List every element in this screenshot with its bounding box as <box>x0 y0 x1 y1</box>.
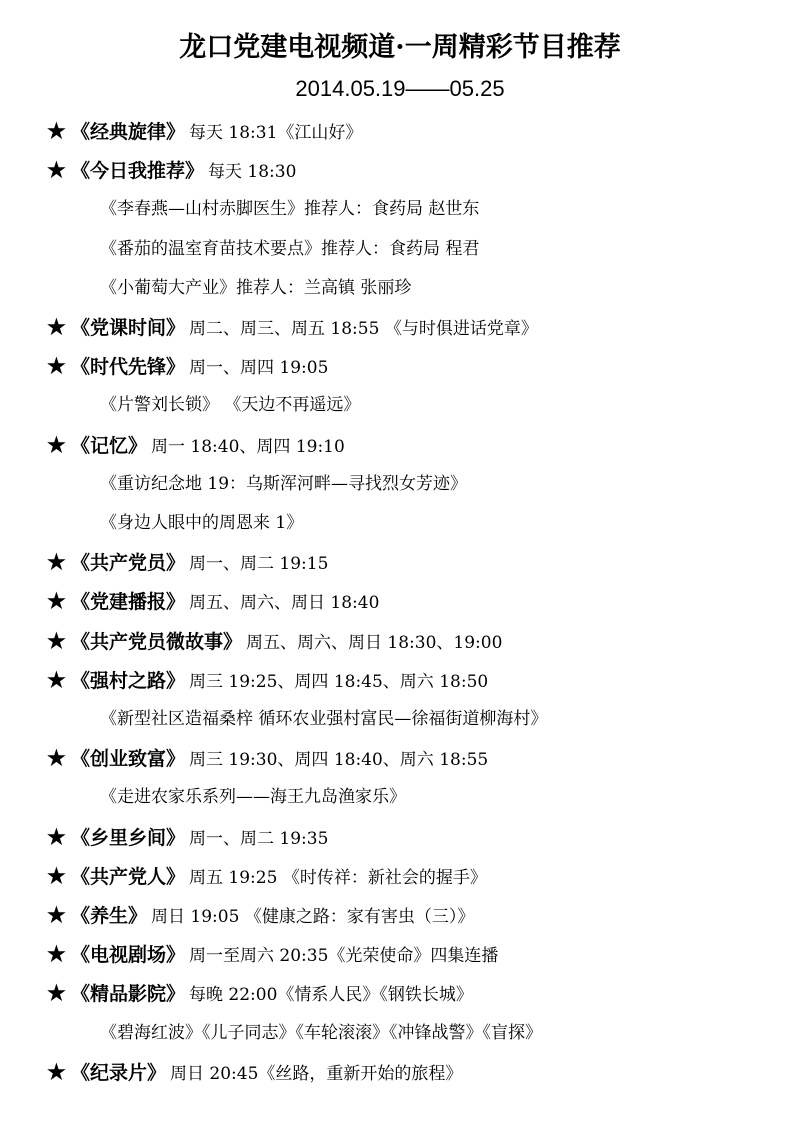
episode-line <box>100 1018 542 1048</box>
program-schedule-detail: 每天 18:30 <box>208 162 297 182</box>
episode-line <box>100 234 479 264</box>
episode-line <box>100 469 467 499</box>
program-name: 《精品影院》 <box>71 983 186 1005</box>
episode-line <box>100 782 406 812</box>
program-name: 《党建播报》 <box>71 591 186 613</box>
episode-titles: 《李春燕—山村赤脚医生》推荐人：食药局 赵世东 <box>100 199 480 219</box>
program-schedule-detail: 周三 19:25、周四 18:45、周六 18:50 <box>189 672 489 692</box>
program-name: 《强村之路》 <box>71 670 186 692</box>
star-bullet-icon: ★ <box>47 824 66 849</box>
star-bullet-icon: ★ <box>47 745 66 770</box>
program-entry <box>47 351 328 381</box>
episode-titles: 《走进农家乐系列——海王九岛渔家乐》 <box>100 787 406 807</box>
program-name: 《纪录片》 <box>71 1062 167 1084</box>
program-name: 《党课时间》 <box>71 317 186 339</box>
program-name: 《今日我推荐》 <box>71 160 205 182</box>
program-entry <box>47 586 379 616</box>
program-name: 《共产党人》 <box>71 866 186 888</box>
program-name: 《经典旋律》 <box>71 121 186 143</box>
program-schedule-detail: 周一至周六 20:35《光荣使命》四集连播 <box>189 946 499 966</box>
program-name: 《创业致富》 <box>71 748 186 770</box>
page-title: 龙口党建电视频道·一周精彩节目推荐 <box>179 32 621 63</box>
program-entry <box>47 939 498 969</box>
program-name: 《记忆》 <box>71 435 148 457</box>
star-bullet-icon: ★ <box>47 941 66 966</box>
star-bullet-icon: ★ <box>47 667 66 692</box>
star-bullet-icon: ★ <box>47 118 66 143</box>
program-schedule-detail: 每天 18:31《江山好》 <box>189 123 363 143</box>
episode-titles: 《片警刘长锁》 《天边不再遥远》 <box>100 395 361 415</box>
episode-titles: 《重访纪念地 19：乌斯浑河畔—寻找烈女芳迹》 <box>100 474 468 494</box>
program-schedule-detail: 每晚 22:00《情系人民》《钢铁长城》 <box>189 985 473 1005</box>
date-range: 2014.05.19——05.25 <box>295 76 505 101</box>
episode-line <box>100 508 303 538</box>
program-entry <box>47 743 488 773</box>
program-entry <box>47 822 328 852</box>
star-bullet-icon: ★ <box>47 902 66 927</box>
program-schedule-detail: 周三 19:30、周四 18:40、周六 18:55 <box>189 750 489 770</box>
program-schedule-detail: 周二、周三、周五 18:55 《与时俱进话党章》 <box>189 319 538 339</box>
program-name: 《电视剧场》 <box>71 944 186 966</box>
program-entry <box>47 900 474 930</box>
program-entry <box>47 430 345 460</box>
program-entry <box>47 978 473 1008</box>
program-schedule-detail: 周一 18:40、周四 19:10 <box>151 437 345 457</box>
star-bullet-icon: ★ <box>47 1059 66 1084</box>
episode-titles: 《身边人眼中的周恩来 1》 <box>100 513 304 533</box>
program-entry <box>47 312 538 342</box>
star-bullet-icon: ★ <box>47 588 66 613</box>
star-bullet-icon: ★ <box>47 432 66 457</box>
program-schedule-detail: 周一、周二 19:15 <box>189 554 329 574</box>
star-bullet-icon: ★ <box>47 157 66 182</box>
program-name: 《共产党员微故事》 <box>71 631 243 653</box>
program-entry <box>47 155 296 185</box>
episode-titles: 《小葡萄大产业》推荐人：兰高镇 张丽珍 <box>100 278 412 298</box>
episode-titles: 《碧海红波》《儿子同志》《车轮滚滚》《冲锋战警》《盲探》 <box>100 1023 542 1043</box>
program-schedule-detail: 周一、周四 19:05 <box>189 358 329 378</box>
star-bullet-icon: ★ <box>47 549 66 574</box>
episode-line <box>100 273 411 303</box>
program-entry <box>47 861 487 891</box>
program-schedule-detail: 周五、周六、周日 18:40 <box>189 593 380 613</box>
program-name: 《乡里乡间》 <box>71 827 186 849</box>
episode-line <box>100 390 360 420</box>
program-entry <box>47 626 502 656</box>
star-bullet-icon: ★ <box>47 314 66 339</box>
episode-line <box>100 704 547 734</box>
program-schedule-detail: 周五、周六、周日 18:30、19:00 <box>246 633 503 653</box>
program-schedule-detail: 周五 19:25 《时传祥：新社会的握手》 <box>189 868 487 888</box>
program-schedule-detail: 周日 19:05 《健康之路：家有害虫（三）》 <box>151 907 475 927</box>
program-schedule-detail: 周一、周二 19:35 <box>189 829 329 849</box>
star-bullet-icon: ★ <box>47 628 66 653</box>
program-entry <box>47 547 328 577</box>
star-bullet-icon: ★ <box>47 980 66 1005</box>
program-name: 《共产党员》 <box>71 552 186 574</box>
program-name: 《时代先锋》 <box>71 356 186 378</box>
program-entry <box>47 116 362 146</box>
episode-titles: 《新型社区造福桑梓 循环农业强村富民—徐福街道柳海村》 <box>100 709 548 729</box>
episode-line <box>100 194 479 224</box>
star-bullet-icon: ★ <box>47 353 66 378</box>
program-schedule-detail: 周日 20:45《丝路，重新开始的旅程》 <box>170 1064 463 1084</box>
star-bullet-icon: ★ <box>47 863 66 888</box>
program-entry <box>47 1057 462 1087</box>
program-entry <box>47 665 488 695</box>
program-name: 《养生》 <box>71 905 148 927</box>
episode-titles: 《番茄的温室育苗技术要点》推荐人：食药局 程君 <box>100 239 480 259</box>
